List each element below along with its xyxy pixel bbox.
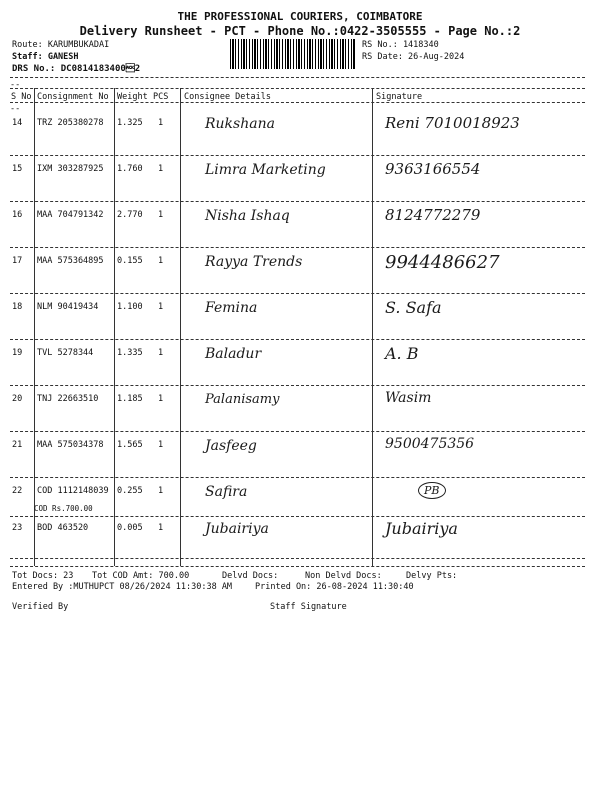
row-separator: [10, 516, 585, 517]
row-signature-handwritten: Wasim: [385, 390, 432, 406]
row-signature-handwritten: 9500475356: [385, 436, 475, 452]
tot-docs: Tot Docs: 23: [12, 571, 74, 581]
row-pcs: 1: [158, 348, 164, 358]
row-separator: [10, 431, 585, 432]
verified-by: Verified By: [12, 602, 69, 612]
row-separator: [10, 201, 585, 202]
row-signature-handwritten: PB: [418, 482, 446, 499]
non-delvd-docs: Non Delvd Docs:: [305, 571, 382, 581]
row-consignee-handwritten: Jasfeeg: [205, 438, 257, 454]
row-consignment-no: MAA 704791342: [37, 210, 104, 220]
row-weight: 1.100: [117, 302, 143, 312]
row-consignee-handwritten: Safira: [205, 484, 248, 500]
row-separator: [10, 155, 585, 156]
row-weight: 2.770: [117, 210, 143, 220]
separator-dashes: --: [10, 104, 21, 114]
staff-label: Staff: GANESH: [12, 52, 79, 62]
delvy-pts: Delvy Pts:: [406, 571, 458, 581]
column-divider: [34, 88, 35, 566]
row-signature-handwritten: S. Safa: [385, 298, 442, 317]
row-sno: 23: [12, 523, 23, 533]
separator-line: [10, 77, 585, 78]
route-label: Route: KARUMBUKADAI: [12, 40, 110, 50]
staff-signature-label: Staff Signature: [270, 602, 347, 612]
row-cod-note: COD Rs.700.00: [34, 504, 93, 513]
rs-date: RS Date: 26-Aug-2024: [362, 52, 465, 62]
row-weight: 0.005: [117, 523, 143, 533]
rs-number: RS No.: 1418340: [362, 40, 439, 50]
col-weight: Weight: [117, 92, 148, 102]
row-consignee-handwritten: Rukshana: [205, 116, 275, 132]
row-sno: 17: [12, 256, 23, 266]
separator-line: [10, 102, 585, 103]
row-pcs: 1: [158, 486, 164, 496]
row-sno: 22: [12, 486, 23, 496]
col-consignment: Consignment No: [37, 92, 109, 102]
row-consignment-no: COD 1112148039: [37, 486, 109, 496]
row-consignment-no: TVL 5278344: [37, 348, 94, 358]
row-signature-handwritten: Reni 7010018923: [385, 114, 520, 132]
separator-line: [10, 566, 585, 567]
row-weight: 1.565: [117, 440, 143, 450]
row-weight: 1.335: [117, 348, 143, 358]
drs-number: DRS No.: DC08141834002: [12, 64, 141, 74]
row-pcs: 1: [158, 440, 164, 450]
row-sno: 14: [12, 118, 23, 128]
row-sno: 16: [12, 210, 23, 220]
row-pcs: 1: [158, 302, 164, 312]
tot-cod-amount: Tot COD Amt: 700.00: [92, 571, 190, 581]
row-pcs: 1: [158, 523, 164, 533]
row-sno: 21: [12, 440, 23, 450]
row-separator: [10, 247, 585, 248]
row-sno: 19: [12, 348, 23, 358]
row-weight: 0.255: [117, 486, 143, 496]
row-pcs: 1: [158, 118, 164, 128]
row-weight: 0.155: [117, 256, 143, 266]
row-weight: 1.760: [117, 164, 143, 174]
row-consignee-handwritten: Nisha Ishaq: [205, 208, 290, 224]
row-consignee-handwritten: Palanisamy: [205, 392, 280, 407]
row-separator: [10, 339, 585, 340]
col-consignee: Consignee Details: [184, 92, 271, 102]
row-consignment-no: BOD 463520: [37, 523, 89, 533]
column-divider: [114, 88, 115, 566]
row-signature-handwritten: 9363166554: [385, 160, 481, 178]
row-separator: [10, 385, 585, 386]
printed-on: Printed On: 26-08-2024 11:30:40: [255, 582, 414, 592]
barcode: [230, 39, 355, 69]
row-consignee-handwritten: Femina: [205, 300, 258, 316]
runsheet-title: Delivery Runsheet - PCT - Phone No.:0422-3505555 - Page No.:2: [79, 24, 521, 38]
row-sno: 15: [12, 164, 23, 174]
row-separator: [10, 558, 585, 559]
row-separator: [10, 293, 585, 294]
row-pcs: 1: [158, 256, 164, 266]
row-sno: 20: [12, 394, 23, 404]
row-signature-handwritten: 8124772279: [385, 206, 481, 224]
row-weight: 1.325: [117, 118, 143, 128]
row-signature-handwritten: Jubairiya: [385, 519, 458, 538]
entered-by: Entered By :MUTHUPCT 08/26/2024 11:30:38 AM: [12, 582, 233, 592]
row-consignee-handwritten: Rayya Trends: [205, 254, 303, 270]
row-signature-handwritten: A. B: [385, 344, 419, 363]
row-signature-handwritten: 9944486627: [385, 252, 500, 273]
row-consignment-no: NLM 90419434: [37, 302, 99, 312]
column-divider: [372, 88, 373, 566]
separator-line: [10, 88, 585, 89]
row-consignee-handwritten: Limra Marketing: [205, 162, 326, 178]
col-signature: Signature: [376, 92, 423, 102]
row-consignee-handwritten: Jubairiya: [205, 521, 269, 537]
delvd-docs: Delvd Docs:: [222, 571, 279, 581]
row-consignment-no: MAA 575364895: [37, 256, 104, 266]
row-consignee-handwritten: Baladur: [205, 346, 262, 362]
column-divider: [180, 88, 181, 566]
row-consignment-no: IXM 303287925: [37, 164, 104, 174]
company-title: THE PROFESSIONAL COURIERS, COIMBATORE: [177, 10, 423, 23]
row-sno: 18: [12, 302, 23, 312]
row-separator: [10, 477, 585, 478]
row-pcs: 1: [158, 164, 164, 174]
row-consignment-no: MAA 575034378: [37, 440, 104, 450]
col-sno: S No: [11, 92, 32, 102]
row-pcs: 1: [158, 210, 164, 220]
row-consignment-no: TNJ 22663510: [37, 394, 99, 404]
separator-dashes: --: [10, 80, 21, 90]
row-weight: 1.185: [117, 394, 143, 404]
row-pcs: 1: [158, 394, 164, 404]
col-pcs: PCS: [153, 92, 169, 102]
row-consignment-no: TRZ 205380278: [37, 118, 104, 128]
